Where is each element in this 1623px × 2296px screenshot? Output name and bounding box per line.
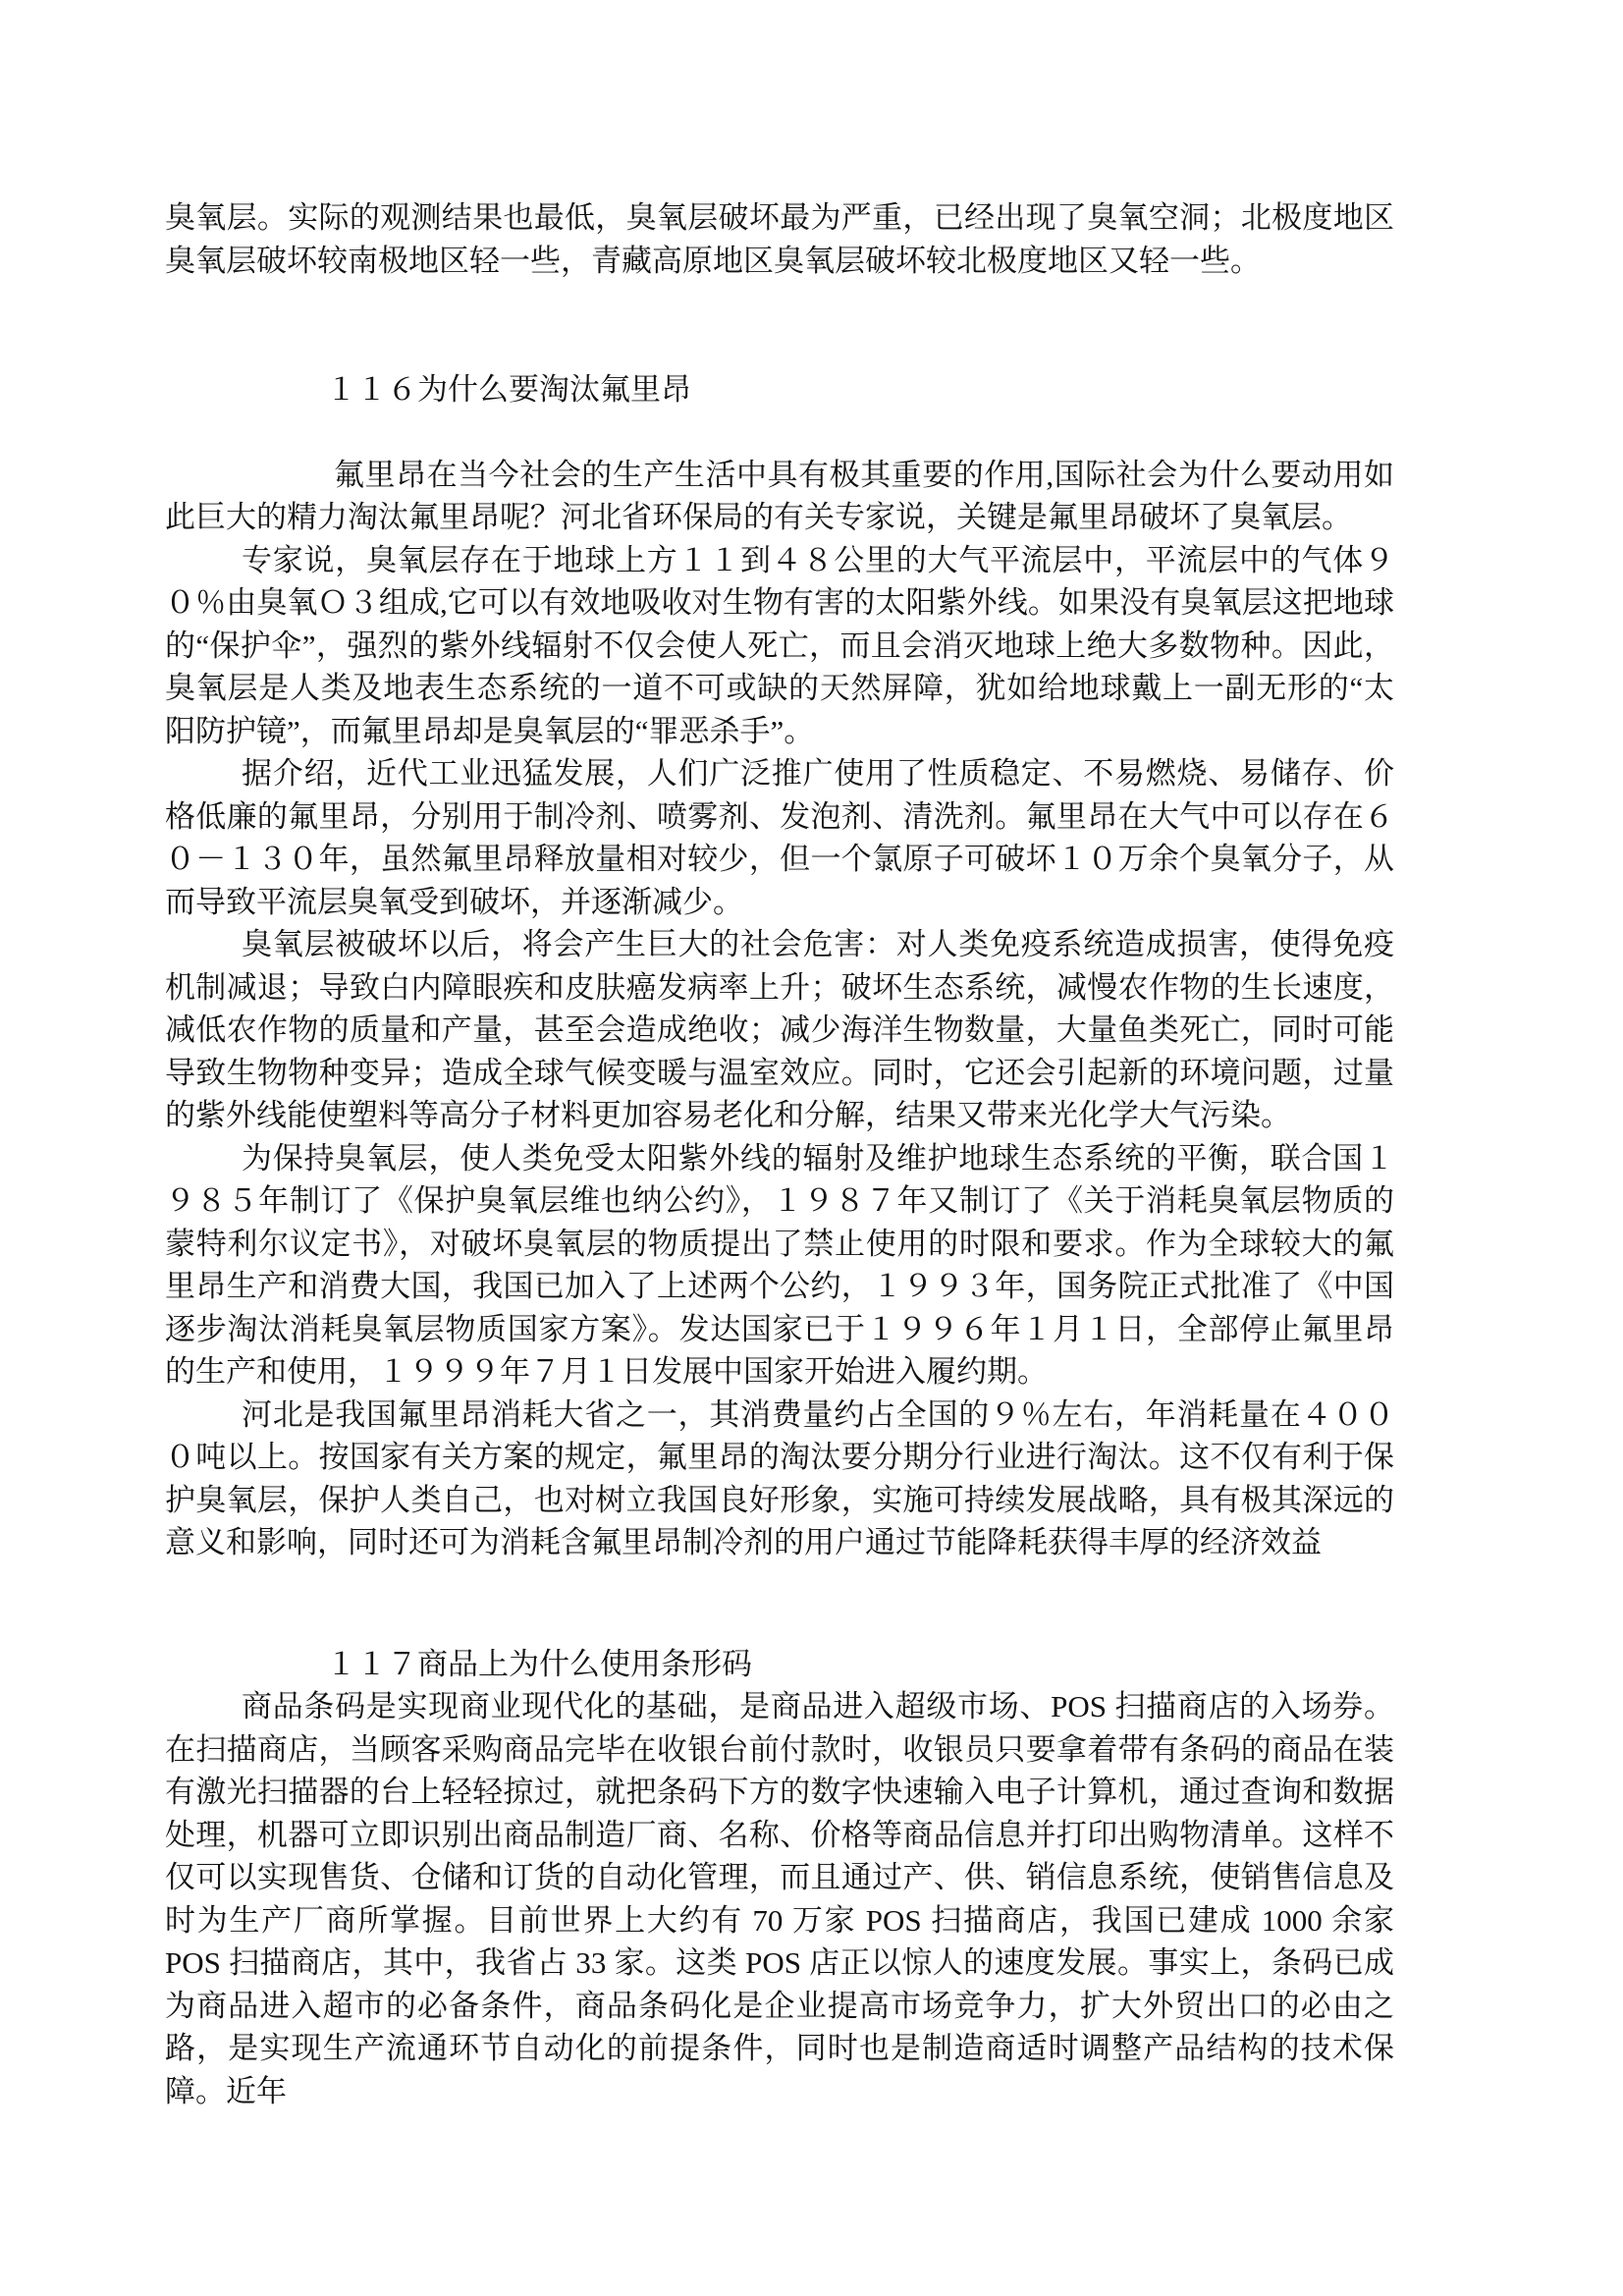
paragraph-hebei-consumption: 河北是我国氟里昂消耗大省之一，其消费量约占全国的９％左右，年消耗量在４０００吨以上。按国家有关方案的规定，氟里昂的淘汰要分期分行业进行淘汰。这不仅有利于保护臭氧层，保护人类自己，也对树立我国良好形象，实施可持续发展战略，具有极其深远的意义和影响，同时还可为消耗含氟里昂制冷剂的用户通过节能降耗获得丰厚的经济效益 <box>165 1396 1394 1559</box>
section-heading-116: １１６为什么要淘汰氟里昂 <box>326 372 691 407</box>
paragraph-ozone-damage-harm: 臭氧层被破坏以后，将会产生巨大的社会危害：对人类免疫系统造成损害，使得免疫机制减退；导致白内障眼疾和皮肤癌发病率上升；破坏生态系统，减慢农作物的生长速度，减低农作物的质量和产量，甚至会造成绝收；减少海洋生物数量，大量鱼类死亡，同时可能导致生物物种变异；造成全球气候变暖与温室效应。同时，它还会引起新的环境问题，过量的紫外线能使塑料等高分子材料更加容易老化和分解，结果又带来光化学大气污染。 <box>165 927 1394 1132</box>
body-text <box>165 196 1394 2112</box>
paragraph-industry-use: 据介绍，近代工业迅猛发展，人们广泛推广使用了性质稳定、不易燃烧、易储存、价格低廉的氟里昂，分别用于制冷剂、喷雾剂、发泡剂、清洗剂。氟里昂在大气中可以存在６０－１３０年，虽然氟里昂释放量相对较少，但一个氯原子可破坏１０万余个臭氧分子，从而导致平流层臭氧受到破坏，并逐渐减少。 <box>165 756 1394 919</box>
paragraph-freon-intro: 氟里昂在当今社会的生产生活中具有极其重要的作用,国际社会为什么要动用如此巨大的精力淘汰氟里昂呢？河北省环保局的有关专家说，关键是氟里昂破坏了臭氧层。 <box>165 457 1394 534</box>
paragraph-expert-ozone: 专家说，臭氧层存在于地球上方１１到４８公里的大气平流层中，平流层中的气体９０％由臭氧Ｏ３组成,它可以有效地吸收对生物有害的太阳紫外线。如果没有臭氧层这把地球的“保护伞”，强烈的紫外线辐射不仅会使人死亡，而且会消灭地球上绝大多数物种。因此，臭氧层是人类及地表生态系统的一道不可或缺的天然屏障，犹如给地球戴上一副无形的“太阳防护镜”，而氟里昂却是臭氧层的“罪恶杀手”。 <box>165 542 1394 748</box>
paragraph-conventions: 为保持臭氧层，使人类免受太阳紫外线的辐射及维护地球生态系统的平衡，联合国１９８５年制订了《保护臭氧层维也纳公约》，１９８７年又制订了《关于消耗臭氧层物质的蒙特利尔议定书》，对破坏臭氧层的物质提出了禁止使用的时限和要求。作为全球较大的氟里昂生产和消费大国，我国已加入了上述两个公约，１９９３年，国务院正式批准了《中国逐步淘汰消耗臭氧层物质国家方案》。发达国家已于１９９６年１月１日，全部停止氟里昂的生产和使用，１９９９年７月１日发展中国家开始进入履约期。 <box>165 1140 1394 1389</box>
section-heading-117: １１７商品上为什么使用条形码 <box>326 1646 752 1681</box>
paragraph-barcode: 商品条码是实现商业现代化的基础，是商品进入超级市场、POS 扫描商店的入场券。在扫描商店，当顾客采购商品完毕在收银台前付款时，收银员只要拿着带有条码的商品在装有激光扫描器的台上轻轻掠过，就把条码下方的数字快速输入电子计算机，通过查询和数据处理，机器可立即识别出商品制造厂商、名称、价格等商品信息并打印出购物清单。这样不仅可以实现售货、仓储和订货的自动化管理，而且通过产、供、销信息系统，使销售信息及时为生产厂商所掌握。目前世界上大约有 70 万家 POS 扫描商店，我国已建成 1000 余家 POS 扫描商店，其中，我省占 33 家。这类 POS 店正以惊人的速度发展。事实上，条码已成为商品进入超市的必备条件，商品条码化是企业提高市场竞争力，扩大外贸出口的必由之路，是实现生产流通环节自动化的前提条件，同时也是制造商适时调整产品结构的技术保障。近年 <box>165 1689 1394 2108</box>
continuation-paragraph: 臭氧层。实际的观测结果也最低，臭氧层破坏最为严重，已经出现了臭氧空洞；北极度地区臭氧层破坏较南极地区轻一些，青藏高原地区臭氧层破坏较北极度地区又轻一些。 <box>165 200 1394 278</box>
